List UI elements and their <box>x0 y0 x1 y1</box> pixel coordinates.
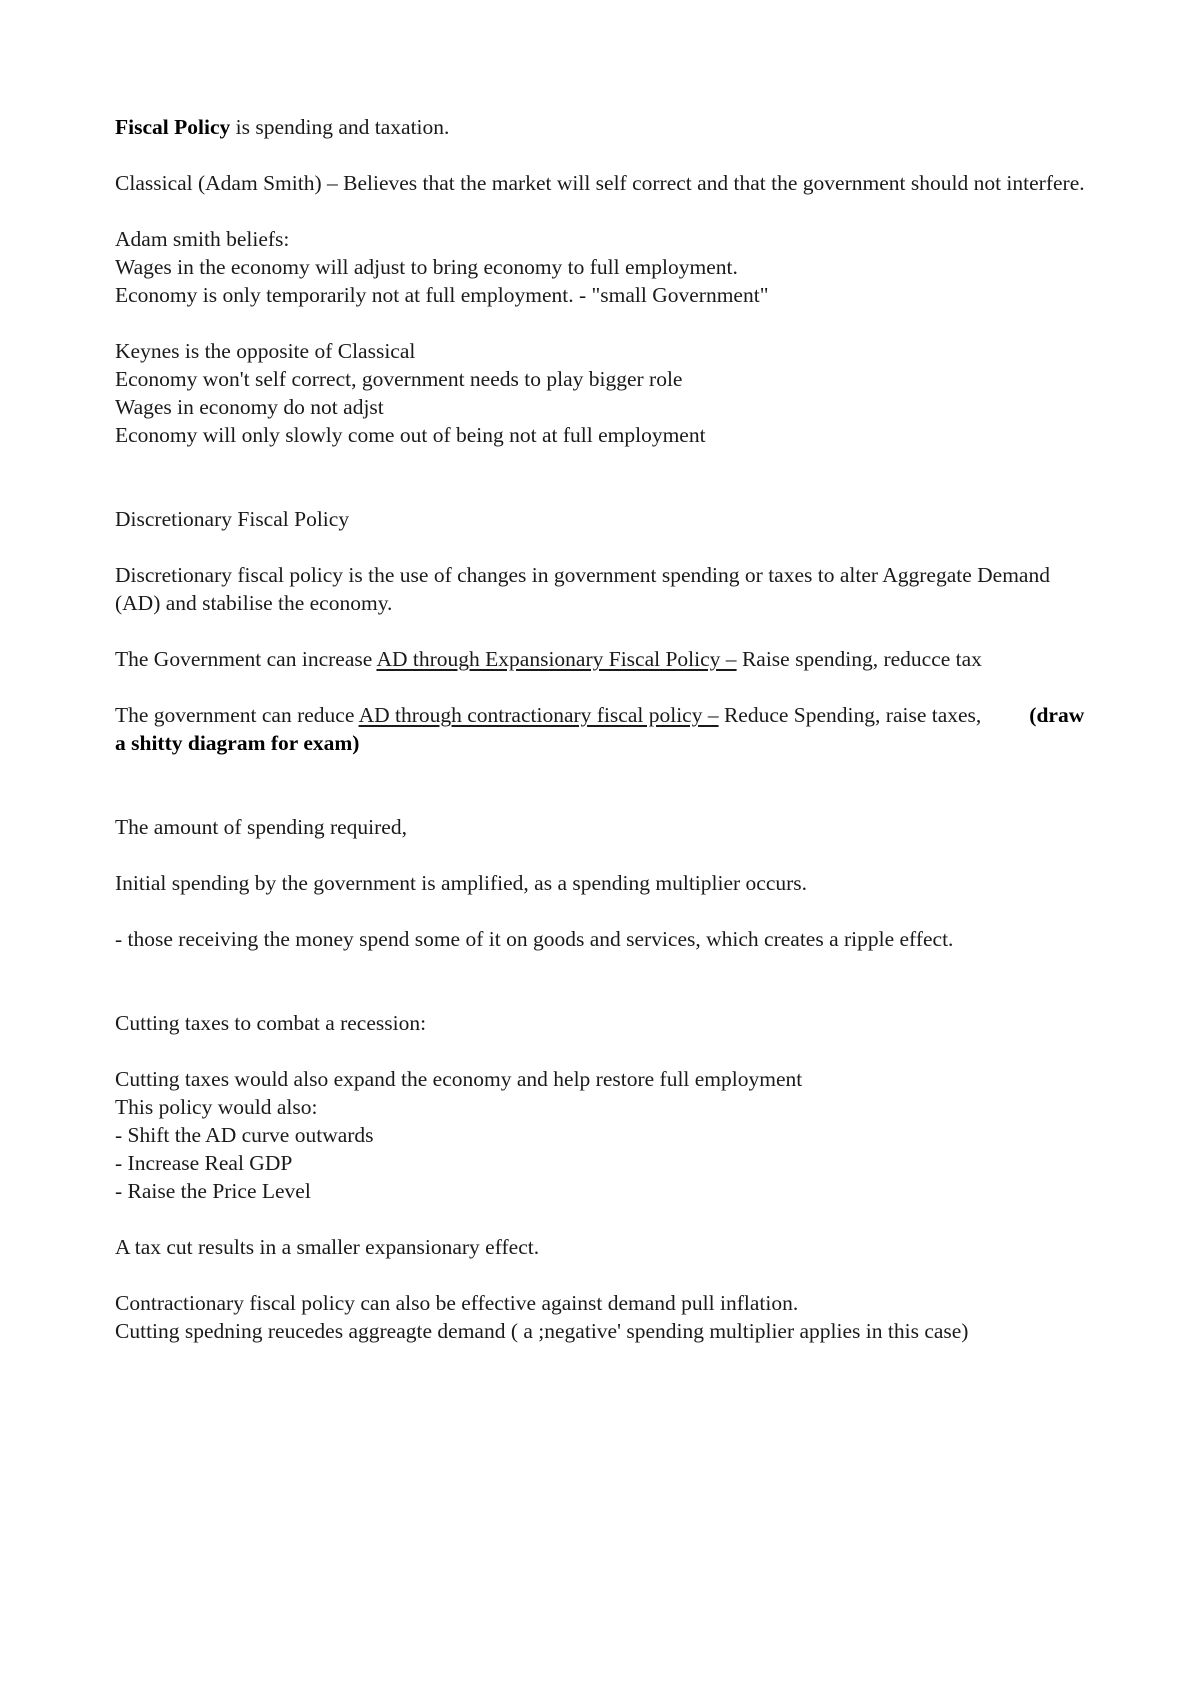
contractionary-paragraph <box>115 701 1100 757</box>
keynes-line: Economy will only slowly come out of being not at full employment <box>115 423 706 447</box>
keynes-section <box>115 337 1100 449</box>
tax-cuts-bullet: - Shift the AD curve outwards <box>115 1123 374 1147</box>
tax-cuts-list <box>115 1065 1100 1205</box>
keynes-line: Economy won't self correct, government needs to play bigger role <box>115 367 683 391</box>
tax-cuts-bullet: - Increase Real GDP <box>115 1151 293 1175</box>
tax-cuts-line: Cutting taxes would also expand the economy and help restore full employment <box>115 1067 803 1091</box>
contractionary-lead: The government can reduce <box>115 703 359 727</box>
expansionary-lead: The Government can increase <box>115 647 377 671</box>
ripple-effect: - those receiving the money spend some of it on goods and services, which creates a ripple effect. <box>115 927 954 951</box>
keynes-line: Wages in economy do not adjst <box>115 395 384 419</box>
tax-cuts-heading: Cutting taxes to combat a recession: <box>115 1011 427 1035</box>
diagram-note: (draw a shitty diagram for exam) <box>115 703 1085 755</box>
adam-smith-heading: Adam smith beliefs: <box>115 227 290 251</box>
keynes-line: Keynes is the opposite of Classical <box>115 339 416 363</box>
document-page <box>115 113 1100 1373</box>
spending-heading: The amount of spending required, <box>115 815 407 839</box>
fiscal-policy-term: Fiscal Policy <box>115 115 231 139</box>
smaller-effect: A tax cut results in a smaller expansionary effect. <box>115 1235 540 1259</box>
intro-text: is spending and taxation. <box>230 115 450 139</box>
contractionary-inflation-section <box>115 1289 1100 1345</box>
adam-smith-line: Wages in the economy will adjust to bring economy to full employment. <box>115 255 738 279</box>
classical-paragraph: Classical (Adam Smith) – Believes that the market will self correct and that the government should not interfere. <box>115 171 1085 195</box>
expansionary-tail: Raise spending, reducce tax <box>736 647 982 671</box>
discretionary-heading: Discretionary Fiscal Policy <box>115 507 350 531</box>
tax-cuts-bullet: - Raise the Price Level <box>115 1179 311 1203</box>
expansionary-paragraph <box>115 645 1100 673</box>
discretionary-definition: Discretionary fiscal policy is the use of changes in government spending or taxes to alter Aggregate Demand (AD) and stabilise the economy. <box>115 563 1050 615</box>
expansionary-underlined: AD through Expansionary Fiscal Policy – <box>376 647 737 671</box>
adam-smith-section <box>115 225 1100 309</box>
contractionary-underlined: AD through contractionary fiscal policy – <box>358 703 719 727</box>
intro-paragraph <box>115 113 1100 141</box>
contractionary-inflation-line: Contractionary fiscal policy can also be effective against demand pull inflation. <box>115 1291 799 1315</box>
spending-multiplier: Initial spending by the government is amplified, as a spending multiplier occurs. <box>115 871 808 895</box>
tax-cuts-line: This policy would also: <box>115 1095 318 1119</box>
contractionary-tail: Reduce Spending, raise taxes, <box>718 703 982 727</box>
contractionary-inflation-line: Cutting spedning reucedes aggreagte demand ( a ;negative' spending multiplier applies in this case) <box>115 1319 969 1343</box>
adam-smith-line: Economy is only temporarily not at full employment. - "small Government" <box>115 283 769 307</box>
